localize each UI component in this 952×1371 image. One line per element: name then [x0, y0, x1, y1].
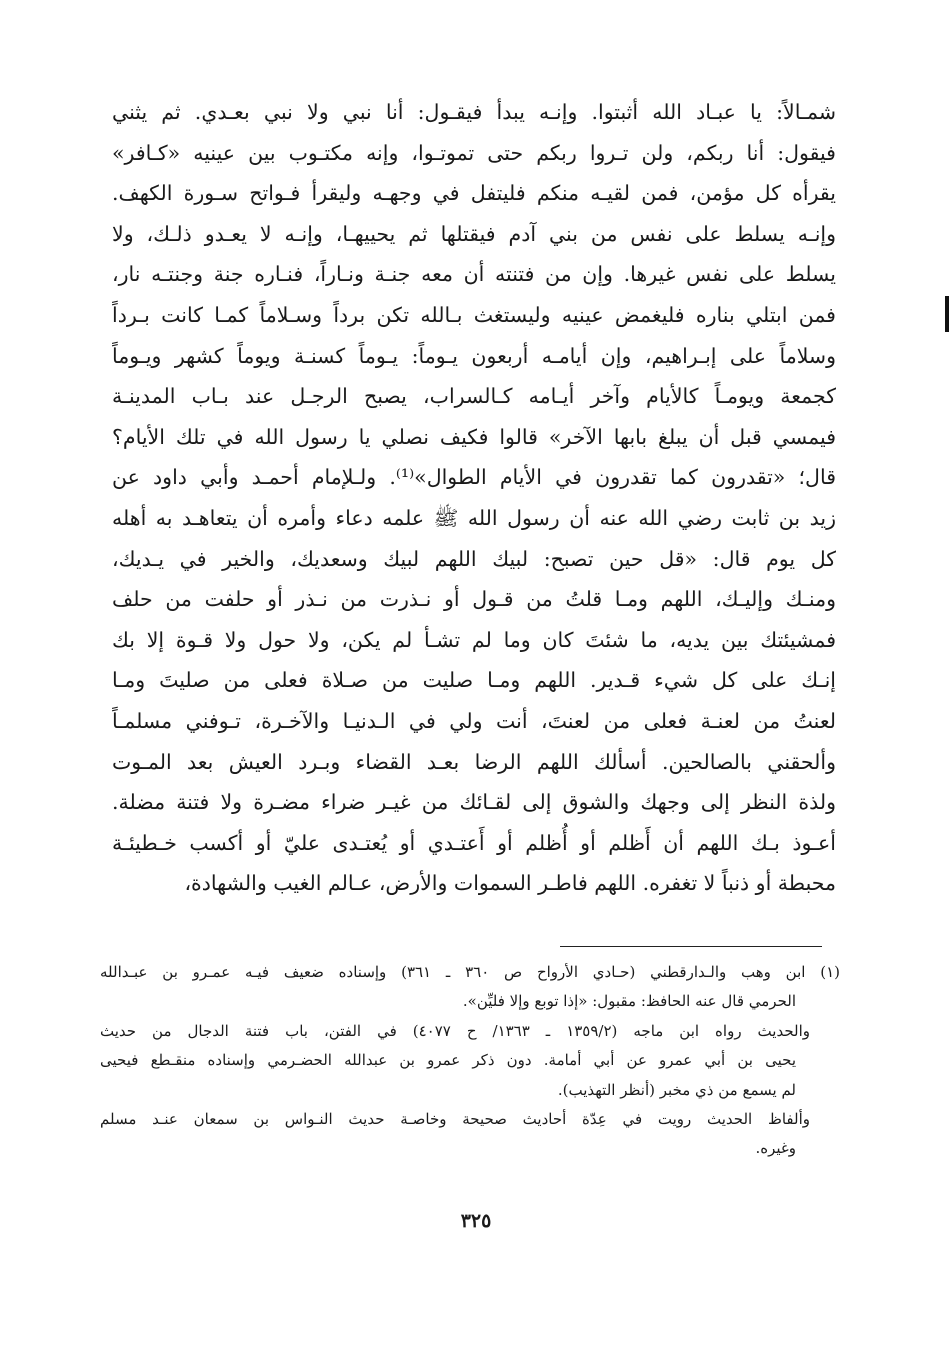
text-line: محبطة أو ذنباً لا تغفره. اللهم فاطـر السموات والأرض، عـالم الغيب والشهادة، [184, 871, 836, 896]
page-number: ٣٢٥ [460, 1210, 492, 1232]
text-line: لعنتُ من لعنـة فعلى من لعنتَ، أنت ولي في الـدنيـا والآخـرة، تـوفني مسلمـاً [112, 708, 836, 733]
text-line: يسلط على نفس غيرها. وإن من فتنته أن معه جنـة ونـاراً، فنـاره جنة وجنتـه نار، [112, 262, 836, 287]
text-line: زيد بن ثابت رضي الله عنه أن رسول الله ﷺ علمه دعاء وأمره أن يتعاهـد به أهله [112, 505, 836, 530]
footnote-line: لم يسمع من ذي مخبر (أنظر التهذيب). [557, 1080, 796, 1099]
footnote-line: يحيى بن أبي عمرو عن أبي أمامة. دون ذكر عمرو بن عبدالله الحضـرمي وإسناده منقـطع فيحيى [100, 1051, 796, 1070]
footnotes-block [100, 958, 840, 1164]
text-line: وسلاماً على إبـراهيم، وإن أيامـه أربعون يـوماً: يـوماً كسنـة ويوماً كشهر ويـوماً [112, 343, 836, 368]
text-line: فيقول: أنا ربكم، ولن تـروا ربكم حتى تموتـوا، وإنه مكتـوب بين عينيه «كـافر» [112, 140, 836, 165]
footnote-divider [560, 946, 822, 947]
text-line: وألحقني بالصالحين. أسألك اللهم الرضا بعـد القضاء وبـرد العيش بعد المـوت [112, 749, 836, 774]
main-text-block [112, 92, 836, 904]
footnote-line: والحديث رواه ابن ماجه (١٣٥٩/٢ ـ ١٣٦٣/ ح ٤٠٧٧) في الفتن، باب فتنة الدجال من حديث [100, 1021, 810, 1040]
text-line: فمشيئتك بين يديه، ما شئتَ كان وما لم تشـأ لم يكن، ولا حول ولا قـوة إلا بك [112, 627, 836, 652]
text-line: وإنـه يسلط على نفس من بني آدم فيقتلها ثم يحييهـا، وإنـه لا يعـدو ذلـك، ولا [112, 221, 836, 246]
text-line: كل يوم قال: «قل حين تصبح: لبيك اللهم لبيك وسعديك، والخير في يـديك، [112, 546, 836, 571]
text-line: فيمسي قبل أن يبلغ بابها الآخر» قالوا فكيف نصلي يا رسول الله في تلك الأيام؟ [112, 424, 836, 449]
margin-mark [945, 296, 949, 332]
footnote-line: (١) ابن وهب والـدارقطني (حـادي الأرواح ص ٣٦٠ ـ ٣٦١) وإسناده ضعيف فيـه عمـرو بن عبـدالله [100, 963, 840, 981]
text-line: أعـوذ بـك اللهم أن أَظلم أو أُظلم أو أَعتـدي أو يُعتـدى عليّ أو أكسب خـطيئـة [112, 830, 836, 855]
text-line: ولذة النظر إلى وجهك والشوق إلى لقـائك من غيـر ضراء مضـرة ولا فتنة مضلة. [112, 790, 836, 815]
footnote-line: الحرمي قال عنه الحافظ: مقبول: «إذا توبع وإلا فليِّن». [462, 992, 796, 1011]
text-line: كجمعة ويومـاً كالأيام وآخر أيـامه كـالسراب، يصبح الرجـل عند بـاب المدينـة [112, 384, 836, 409]
text-line: ومنـك وإليـك، اللهم ومـا قلتُ من قـول أو نـذرت من نـذر أو حلفت من حلف [112, 587, 836, 612]
text-line: قال؛ «تقدرون كما تقدرون في الأيام الطوال»⁽¹⁾. ولـلإمام أحمـد وأبي داود عن [112, 465, 836, 490]
footnote-line: وغيره. [755, 1139, 796, 1158]
text-line: يقرأه كل مؤمن، فمن لقيـه منكم فليتفل في وجهـه وليقرأ فـواتح سـورة الكهف. [112, 181, 836, 206]
text-line: شمـالاً: يا عبـاد الله أثبتوا. وإنـه يبدأ فيقـول: أنا نبي ولا نبي بعـدي. ثم يثني [112, 100, 836, 124]
text-line: فمن ابتلي بناره فليغمض عينيه وليستغث بـالله تكن برداً وسـلاماً كمـا كانت بـرداً [112, 302, 836, 327]
text-line: إنـك على كل شيء قـدير. اللهم ومـا صليت من صـلاة فعلى من صليتَ ومـا [112, 668, 836, 693]
footnote-line: وألفاظ الحديث رويت في عِدّة أحاديث صحيحة وخاصـة حديث النـواس بن سمعان عنـد مسلم [100, 1109, 810, 1128]
